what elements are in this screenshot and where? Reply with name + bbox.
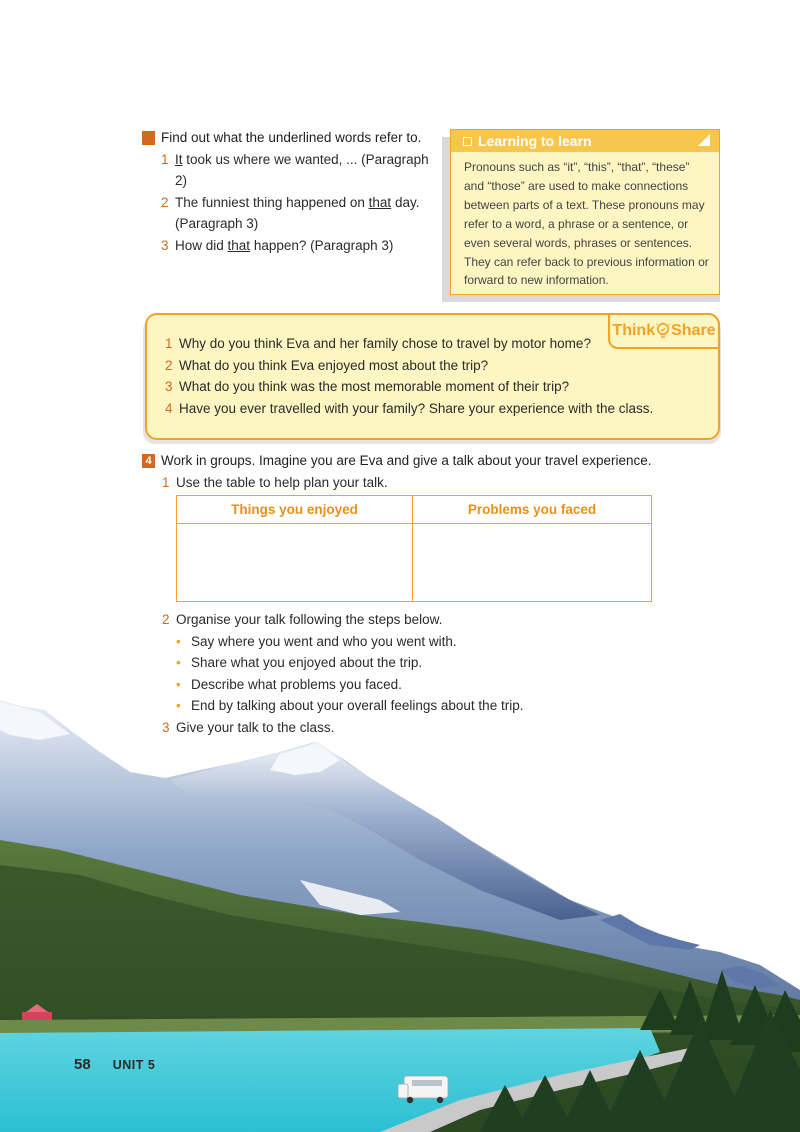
bullet-dot-icon: • [176,655,181,670]
activity-4-step: 2 Organise your talk following the steps below. [162,612,443,627]
activity-3-title: 3 Find out what the underlined words refer to. [135,130,422,145]
think-share-question: 2 What do you think Eva enjoyed most about the trip? [165,357,489,373]
activity-3-badge: 3 [142,131,155,145]
bullet-item: • Share what you enjoyed about the trip. [162,652,722,674]
activity-4-title: 4 Work in groups. Imagine you are Eva and give a talk about your travel experience. [142,450,732,472]
page-footer [74,1056,155,1073]
learning-to-learn-text: Pronouns such as “it”, “this”, “that”, “these” and “those” are used to make connections between parts of a text. These pronouns may refer to a word, a phrase or a sentence, or even several words, phrases or sentences. They can refer back to previous information or forward to new information. [464,160,709,288]
bullet-item: • Describe what problems you faced. [162,674,722,696]
learning-to-learn-box [450,129,720,295]
planning-table [176,495,652,602]
lightbulb-icon [656,322,670,340]
underlined-word: that [227,237,251,253]
table-header-problems: Problems you faced [413,496,652,524]
activity-3-item: 1 It took us where we wanted, ... (Paragraph 2) [161,151,429,188]
page-number: 58 [74,1056,91,1073]
bullet-item: • Say where you went and who you went with. [162,631,722,653]
think-share-question: 1 Why do you think Eva and her family chose to travel by motor home? [165,336,591,351]
activity-4-badge: 4 [142,454,155,468]
corner-triangle-icon [698,134,710,146]
checkbox-icon [463,137,472,146]
activity-4 [142,450,732,493]
underlined-word: that [368,194,392,210]
unit-label: UNIT 5 [112,1057,156,1072]
underlined-word: It [175,151,183,167]
table-header-enjoyed: Things you enjoyed [177,496,413,524]
bullet-dot-icon: • [176,633,181,649]
think-share-label: Think Share [608,313,720,349]
table-cell-enjoyed[interactable] [177,524,413,602]
bullet-dot-icon: • [176,698,181,713]
learning-to-learn-heading: Learning to learn [478,133,592,149]
activity-4-step: 3 Give your talk to the class. [162,719,335,735]
bullet-item: • End by talking about your overall feelings about the trip. [162,695,722,717]
table-cell-problems[interactable] [413,524,652,602]
think-share-box [145,313,720,440]
think-share-question: 4 Have you ever travelled with your family? Share your experience with the class. [165,400,654,416]
bullet-dot-icon: • [176,676,181,692]
activity-3-item: 3 How did that happen? (Paragraph 3) [161,237,394,253]
activity-3 [135,127,432,256]
activity-4-step: 1 Use the table to help plan your talk. [162,474,388,490]
think-share-questions [165,333,653,419]
activity-3-item: 2 The funniest thing happened on that day. (Paragraph 3) [161,194,420,231]
think-share-question: 3 What do you think was the most memorable moment of their trip? [165,379,570,394]
learning-to-learn-header [451,130,719,152]
